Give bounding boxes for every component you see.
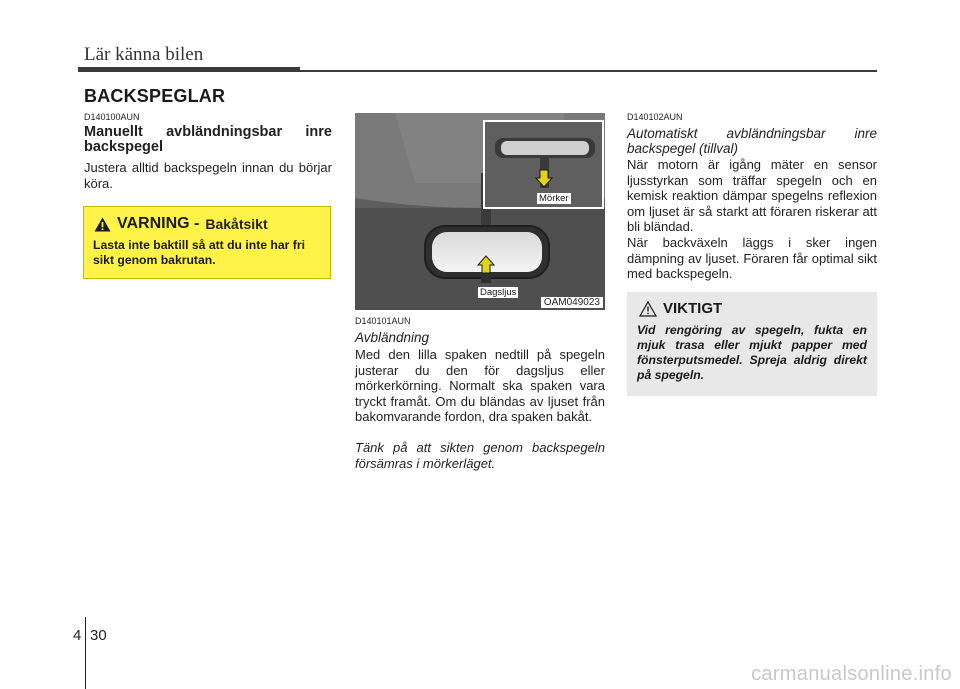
- label-day: Dagsljus: [480, 287, 517, 298]
- mirror-illustration: [355, 113, 605, 310]
- warning-body: Lasta inte baktill så att du inte har fri sikt genom bakrutan.: [93, 238, 305, 267]
- page-divider: [85, 617, 86, 689]
- italic-note: Tänk på att sikten genom backspegeln försämras i mörkerläget.: [355, 440, 605, 471]
- subsection-heading: Automatiskt avbländningsbar inre backspegel (tillval): [627, 126, 877, 156]
- header-rule-thin: [300, 70, 877, 72]
- section-title: BACKSPEGLAR: [84, 86, 226, 106]
- body-paragraph: När backväxeln läggs i sker ingen dämpning av ljuset. Föraren får optimal sikt med backspegeln.: [627, 235, 877, 282]
- section-code: D140101AUN: [355, 316, 411, 326]
- warning-triangle-icon: [94, 217, 111, 232]
- warning-subtitle: Bakåtsikt: [205, 216, 268, 232]
- section-code: D140100AUN: [84, 112, 140, 122]
- page-number: 30: [90, 627, 107, 644]
- watermark: carmanualsonline.info: [751, 663, 952, 685]
- subsection-heading: Avbländning: [355, 330, 430, 345]
- section-code: D140102AUN: [627, 112, 683, 122]
- notice-title: VIKTIGT: [663, 300, 723, 317]
- label-dark: Mörker: [539, 193, 569, 204]
- warning-title: VARNING -: [117, 215, 200, 232]
- caution-triangle-icon: [639, 301, 657, 317]
- body-paragraph: Med den lilla spaken nedtill på spegeln justerar du den för dagsljus eller mörkerkörning. Normalt ska spaken vara tryckt framåt. Om du bländas av ljuset från bakomvarande fordon, dra spaken bakåt.: [355, 347, 605, 425]
- body-paragraph: Justera alltid backspegeln innan du börjar köra.: [84, 160, 332, 191]
- body-paragraph: När motorn är igång mäter en sensor ljusstyrkan som träffar spegeln och en kemisk reaktion dämpar spegelns reflexion om ljuset är så starkt att föraren riskerar att bli bländad.: [627, 157, 877, 235]
- subsection-heading: Manuellt avbländningsbar inre backspegel: [84, 124, 332, 155]
- warning-header: [94, 215, 268, 233]
- warning-box: [83, 206, 331, 279]
- notice-header: [639, 300, 722, 317]
- mirror-figure: [355, 113, 605, 310]
- chapter-title: Lär känna bilen: [84, 44, 204, 65]
- chapter-number: 4: [73, 627, 82, 644]
- figure-code: OAM049023: [541, 297, 603, 308]
- notice-box: [627, 292, 877, 396]
- header-rule-thick: [78, 67, 300, 72]
- notice-body: Vid rengöring av spegeln, fukta en mjuk trasa eller mjukt papper med fönsterputsmedel. Spreja aldrig direkt på spegeln.: [637, 323, 867, 382]
